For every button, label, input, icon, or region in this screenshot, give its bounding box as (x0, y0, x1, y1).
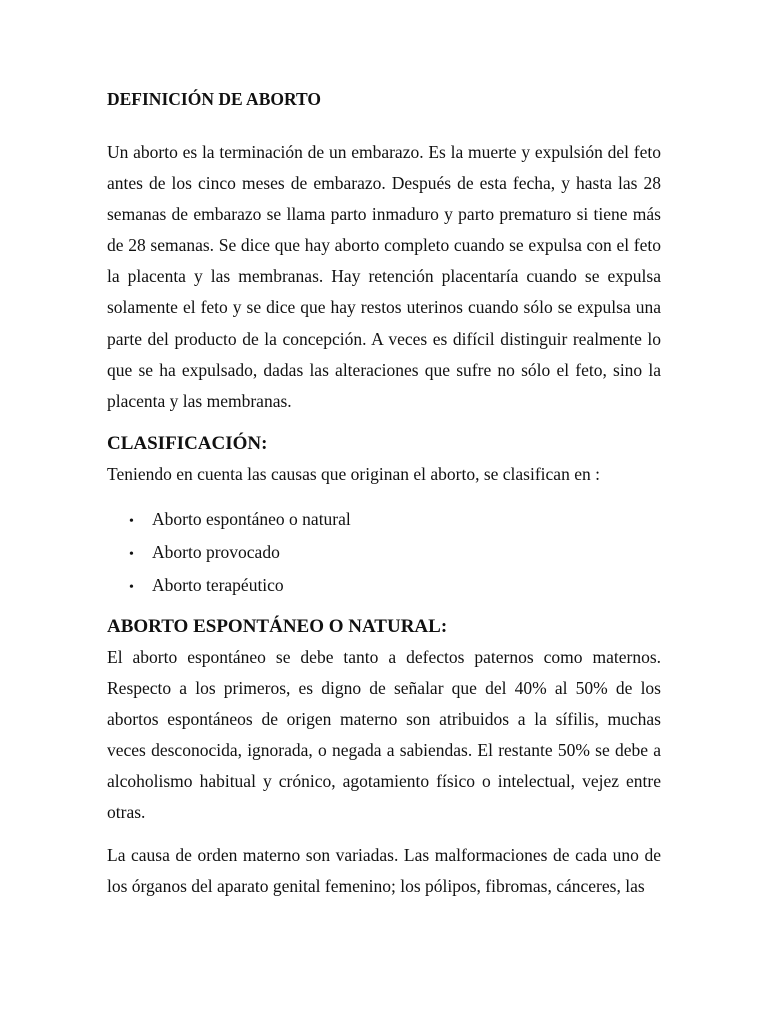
spontaneous-paragraph: El aborto espontáneo se debe tanto a defectos paternos como maternos. Respecto a los primeros, es digno de señalar que del 40% al 50% de los abortos espontáneos de origen materno son atribuidos a la sífilis, muchas veces desconocida, ignorada, o negada a sabiendas. El restante 50% se debe a alcoholismo habitual y crónico, agotamiento físico o intelectual, vejez entre otras. (107, 646, 661, 823)
spontaneous-heading: ABORTO ESPONTÁNEO O NATURAL: (107, 615, 448, 637)
bullet-icon: • (129, 546, 134, 562)
list-item (107, 504, 661, 537)
classification-list (107, 504, 661, 603)
list-item (107, 570, 661, 603)
definition-paragraph: Un aborto es la terminación de un embarazo. Es la muerte y expulsión del feto antes de los cinco meses de embarazo. Después de esta fecha, y hasta las 28 semanas de embarazo se llama parto inmaduro y parto prematuro si tiene más de 28 semanas. Se dice que hay aborto completo cuando se expulsa con el feto la placenta y las membranas. Hay retención placentaría cuando se expulsa solamente el feto y se dice que hay restos uterinos cuando sólo se expulsa una parte del producto de la concepción. A veces es difícil distinguir realmente lo que se ha expulsado, dadas las alteraciones que sufre no sólo el feto, sino la placenta y las membranas. (107, 142, 661, 411)
list-item (107, 537, 661, 570)
document-title: DEFINICIÓN DE ABORTO (107, 89, 321, 109)
classification-intro: Teniendo en cuenta las causas que originan el aborto, se clasifican en : (107, 463, 600, 484)
list-item-label: Aborto espontáneo o natural (152, 508, 351, 529)
bullet-icon: • (129, 513, 134, 529)
maternal-causes-paragraph: La causa de orden materno son variadas. Las malformaciones de cada uno de los órganos del aparato genital femenino; los pólipos, fibromas, cánceres, las (107, 844, 661, 896)
classification-heading: CLASIFICACIÓN: (107, 432, 268, 454)
list-item-label: Aborto terapéutico (152, 574, 284, 595)
bullet-icon: • (129, 579, 134, 595)
list-item-label: Aborto provocado (152, 541, 280, 562)
